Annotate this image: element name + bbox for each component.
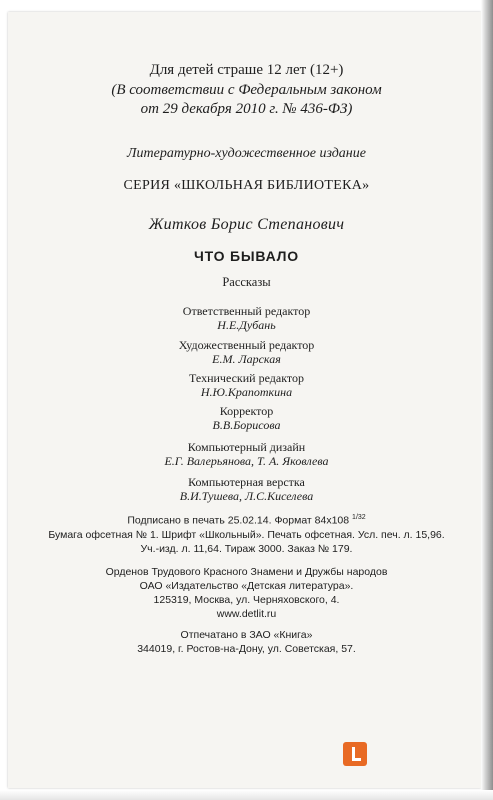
credit-name: Н.Ю.Крапоткина — [200, 385, 293, 399]
print-info-line-3: Уч.-изд. л. 11,64. Тираж 3000. Заказ № 179. — [140, 543, 353, 555]
credit-name: Н.Е.Дубань — [217, 318, 276, 332]
age-rating-line-3: от 29 декабря 2010 г. № 436-ФЗ) — [140, 101, 353, 117]
book-title: ЧТО БЫВАЛО — [194, 248, 299, 264]
credit-name: В.И.Тушева, Л.С.Киселева — [179, 489, 314, 503]
logo-l-glyph-icon — [343, 742, 367, 766]
age-rating-line-1: Для детей страше 12 лет (12+) — [149, 62, 344, 78]
credit-name: Е.М. Ларская — [212, 352, 281, 366]
author-name: Житков Борис Степанович — [148, 216, 345, 233]
print-info-line-2: Бумага офсетная № 1. Шрифт «Школьный». Печать офсетная. Усл. печ. л. 15,96. — [48, 529, 445, 541]
credit-name: Е.Г. Валерьянова, Т. А. Яковлева — [164, 454, 329, 468]
credit-name: В.В.Борисова — [212, 418, 281, 432]
page-bottom-edge — [0, 790, 493, 800]
genre: Рассказы — [222, 275, 271, 289]
page-edge-shadow — [481, 0, 493, 800]
print-info-line-1 — [0, 514, 493, 527]
credit-role: Компьютерная верстка — [188, 475, 305, 489]
printer-line-1: Отпечатано в ЗАО «Книга» — [180, 629, 313, 641]
watermark-logo-icon — [343, 742, 367, 766]
credit-role: Корректор — [219, 404, 274, 418]
credit-role: Художественный редактор — [178, 338, 315, 352]
edition-type: Литературно-художественное издание — [127, 146, 366, 161]
credit-role: Компьютерный дизайн — [187, 440, 306, 454]
publisher-line-3: 125319, Москва, ул. Черняховского, 4. — [153, 594, 340, 606]
age-rating-line-2: (В соответствии с Федеральным законом — [111, 82, 382, 98]
print-signed-format: Подписано в печать 25.02.14. Формат 84х108 — [127, 514, 350, 527]
publisher-line-1: Орденов Трудового Красного Знамени и Дружбы народов — [105, 566, 388, 578]
publisher-website: www.detlit.ru — [216, 608, 277, 620]
series-name: СЕРИЯ «ШКОЛЬНАЯ БИБЛИОТЕКА» — [123, 178, 370, 193]
credit-role: Ответственный редактор — [182, 304, 311, 318]
credit-role: Технический редактор — [189, 371, 304, 385]
book-page — [8, 12, 481, 788]
printer-line-2: 344019, г. Ростов-на-Дону, ул. Советская, 57. — [137, 643, 356, 655]
publisher-line-2: ОАО «Издательство «Детская литература». — [139, 580, 354, 592]
print-format-fraction: 1/32 — [352, 514, 366, 521]
